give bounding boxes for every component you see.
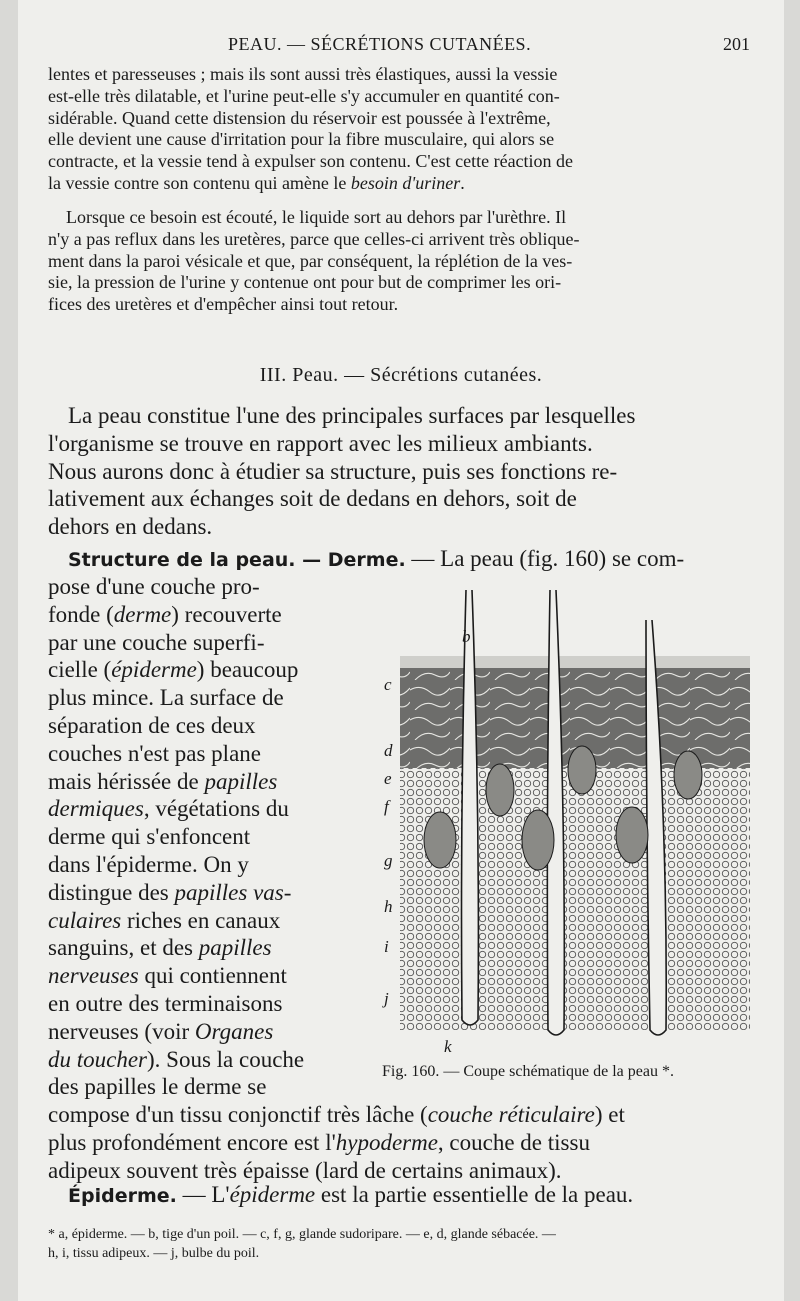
text-run: qui contiennent xyxy=(138,963,287,989)
page-number: 201 xyxy=(723,34,750,54)
text-run: mais hérissée de xyxy=(48,768,205,794)
text-line: La peau constitue l'une des principales surfaces par lesquelles xyxy=(68,403,636,428)
text-run: en outre des terminaisons xyxy=(48,990,283,1016)
label-f: f xyxy=(384,797,389,816)
emphasis: papilles vas- xyxy=(174,879,292,905)
text-run: plus profondément encore est l' xyxy=(48,1129,336,1155)
text-run: fonde ( xyxy=(48,601,114,627)
text-line xyxy=(48,684,348,712)
text-run: dans l'épiderme. On y xyxy=(48,851,249,877)
text-run: — L' xyxy=(176,1182,230,1207)
text-run: riches en canaux xyxy=(121,907,281,933)
label-c: c xyxy=(384,675,392,694)
text-line xyxy=(48,907,348,935)
figure-caption: Fig. 160. — Coupe schématique de la peau *. xyxy=(382,1063,674,1080)
text-line xyxy=(48,712,348,740)
paragraph-skin-intro xyxy=(48,402,754,541)
text-line xyxy=(48,990,348,1018)
emphasis: derme xyxy=(113,601,172,627)
section-title: III. Peau. — Sécrétions cutanées. xyxy=(259,364,543,386)
text-run: par une couche superfi- xyxy=(48,629,265,655)
text-run: derme qui s'enfoncent xyxy=(48,824,251,850)
label-k: k xyxy=(444,1037,452,1056)
text-run: distingue des xyxy=(48,879,175,905)
text-line: elle devient une cause d'irritation pour la fibre musculaire, qui alors se xyxy=(48,129,555,150)
footnote-line: * a, épiderme. — b, tige d'un poil. — c, f, g, glande sudoripare. — e, d, glande sébacée. — xyxy=(48,1227,556,1242)
label-b: b xyxy=(462,627,471,646)
text-line xyxy=(48,740,348,768)
label-h: h xyxy=(384,897,393,916)
skin-section-figure xyxy=(370,590,760,1060)
text-line: l'organisme se trouve en rapport avec les milieux ambiants. xyxy=(48,430,593,456)
text-line: fices des uretères et d'empêcher ainsi tout retour. xyxy=(48,294,399,315)
text-run: pose d'une couche pro- xyxy=(48,574,260,599)
text-line xyxy=(48,173,754,195)
paragraph-epiderme xyxy=(48,1181,754,1211)
text-run: — La peau (fig. 160) se com- xyxy=(405,546,685,571)
text-line: dehors en dedans. xyxy=(48,514,213,540)
text-run: ) et xyxy=(594,1102,625,1127)
footnote-line: h, i, tissu adipeux. — j, bulbe du poil. xyxy=(48,1246,260,1261)
text-run: plus mince. La surface de xyxy=(48,685,284,711)
emphasis: Organes xyxy=(194,1018,274,1044)
paragraph-bladder-distension xyxy=(48,64,754,195)
text-run: compose d'un tissu conjonctif très lâche ( xyxy=(48,1102,428,1127)
epiderme-lead: Épiderme. xyxy=(68,1185,177,1207)
text-run: est la partie essentielle de la peau. xyxy=(315,1182,634,1207)
text-line xyxy=(48,545,754,575)
running-title: PEAU. — SÉCRÉTIONS CUTANÉES. xyxy=(228,34,532,54)
text-line: sie, la pression de l'urine y contenue ont pour but de comprimer les ori- xyxy=(48,272,562,293)
text-line xyxy=(48,795,348,823)
text-line xyxy=(48,1181,754,1211)
paragraph-derme-end xyxy=(48,1101,754,1184)
label-g: g xyxy=(384,851,393,870)
text-line xyxy=(48,934,348,962)
text-line xyxy=(48,1046,348,1074)
label-e: e xyxy=(384,769,392,788)
text-run: ) beaucoup xyxy=(196,657,299,683)
text-line xyxy=(48,962,348,990)
text-run: couches n'est pas plane xyxy=(48,740,261,766)
text-line xyxy=(48,601,348,629)
skin-diagram xyxy=(370,590,760,1060)
text-run: , couche de tissu xyxy=(437,1129,590,1155)
text-run: sanguins, et des xyxy=(48,935,199,961)
hypodermis-layer xyxy=(400,768,750,1030)
text-line xyxy=(48,1129,754,1157)
label-d: d xyxy=(384,741,393,760)
text-run: des papilles le derme se xyxy=(48,1074,267,1100)
text-line: contracte, et la vessie tend à expulser son contenu. C'est cette réaction de xyxy=(48,151,574,172)
emphasis: épiderme xyxy=(111,657,197,683)
structure-lead: Structure de la peau. — Derme. xyxy=(68,549,406,571)
text-run: . xyxy=(460,172,465,193)
text-line xyxy=(48,573,348,601)
text-line xyxy=(48,1073,348,1101)
text-line xyxy=(48,768,348,796)
text-run: la vessie contre son contenu qui amène le xyxy=(48,172,351,193)
text-line xyxy=(48,879,348,907)
label-i: i xyxy=(384,937,389,956)
emphasis: épiderme xyxy=(229,1182,316,1207)
emphasis: papilles xyxy=(204,768,278,794)
emphasis: papilles xyxy=(198,935,272,961)
wrapped-text-column xyxy=(48,573,348,1101)
footnote xyxy=(48,1225,754,1263)
text-line: n'y a pas reflux dans les uretères, parce que celles-ci arrivent très oblique- xyxy=(48,228,580,249)
emphasis: hypoderme xyxy=(335,1129,438,1155)
text-run: cielle ( xyxy=(48,657,112,683)
label-j: j xyxy=(384,989,389,1008)
text-line: Lorsque ce besoin est écouté, le liquide sort au dehors par l'urèthre. Il xyxy=(66,207,567,227)
emphasis: culaires xyxy=(48,907,122,933)
emphasis: nerveuses xyxy=(48,963,139,989)
text-line xyxy=(48,823,348,851)
text-line: ment dans la paroi vésicale et que, par conséquent, la réplétion de la ves- xyxy=(48,250,573,271)
text-run: séparation de ces deux xyxy=(48,712,256,738)
text-line xyxy=(48,1101,754,1129)
text-line: lativement aux échanges soit de dedans en dehors, soit de xyxy=(48,486,577,512)
text-line: Nous aurons donc à étudier sa structure, puis ses fonctions re- xyxy=(48,458,618,484)
book-page xyxy=(18,0,784,1301)
text-line xyxy=(48,851,348,879)
emphasis: du toucher xyxy=(48,1046,148,1072)
text-run: nerveuses (voir xyxy=(48,1018,195,1044)
text-line xyxy=(48,629,348,657)
text-line: lentes et paresseuses ; mais ils sont aussi très élastiques, aussi la vessie xyxy=(48,64,558,84)
structure-heading-line xyxy=(48,545,754,575)
emphasis: couche réticulaire xyxy=(427,1102,595,1127)
text-run: ). Sous la couche xyxy=(147,1046,305,1072)
text-line: sidérable. Quand cette distension du réservoir est poussée à l'extrême, xyxy=(48,107,551,128)
paragraph-urination xyxy=(48,207,754,316)
page-header xyxy=(18,34,784,58)
text-line xyxy=(48,1018,348,1046)
emphasis-besoin-duriner: besoin d'uriner xyxy=(350,172,461,193)
text-line: adipeux souvent très épaisse (lard de certains animaux). xyxy=(48,1157,562,1183)
epidermis-layer xyxy=(400,656,750,668)
text-run: , végétations du xyxy=(143,796,289,822)
emphasis: dermiques xyxy=(48,796,144,822)
text-line xyxy=(48,656,348,684)
text-line: est-elle très dilatable, et l'urine peut-elle s'y accumuler en quantité con- xyxy=(48,85,560,106)
text-run: ) recouverte xyxy=(171,601,282,627)
